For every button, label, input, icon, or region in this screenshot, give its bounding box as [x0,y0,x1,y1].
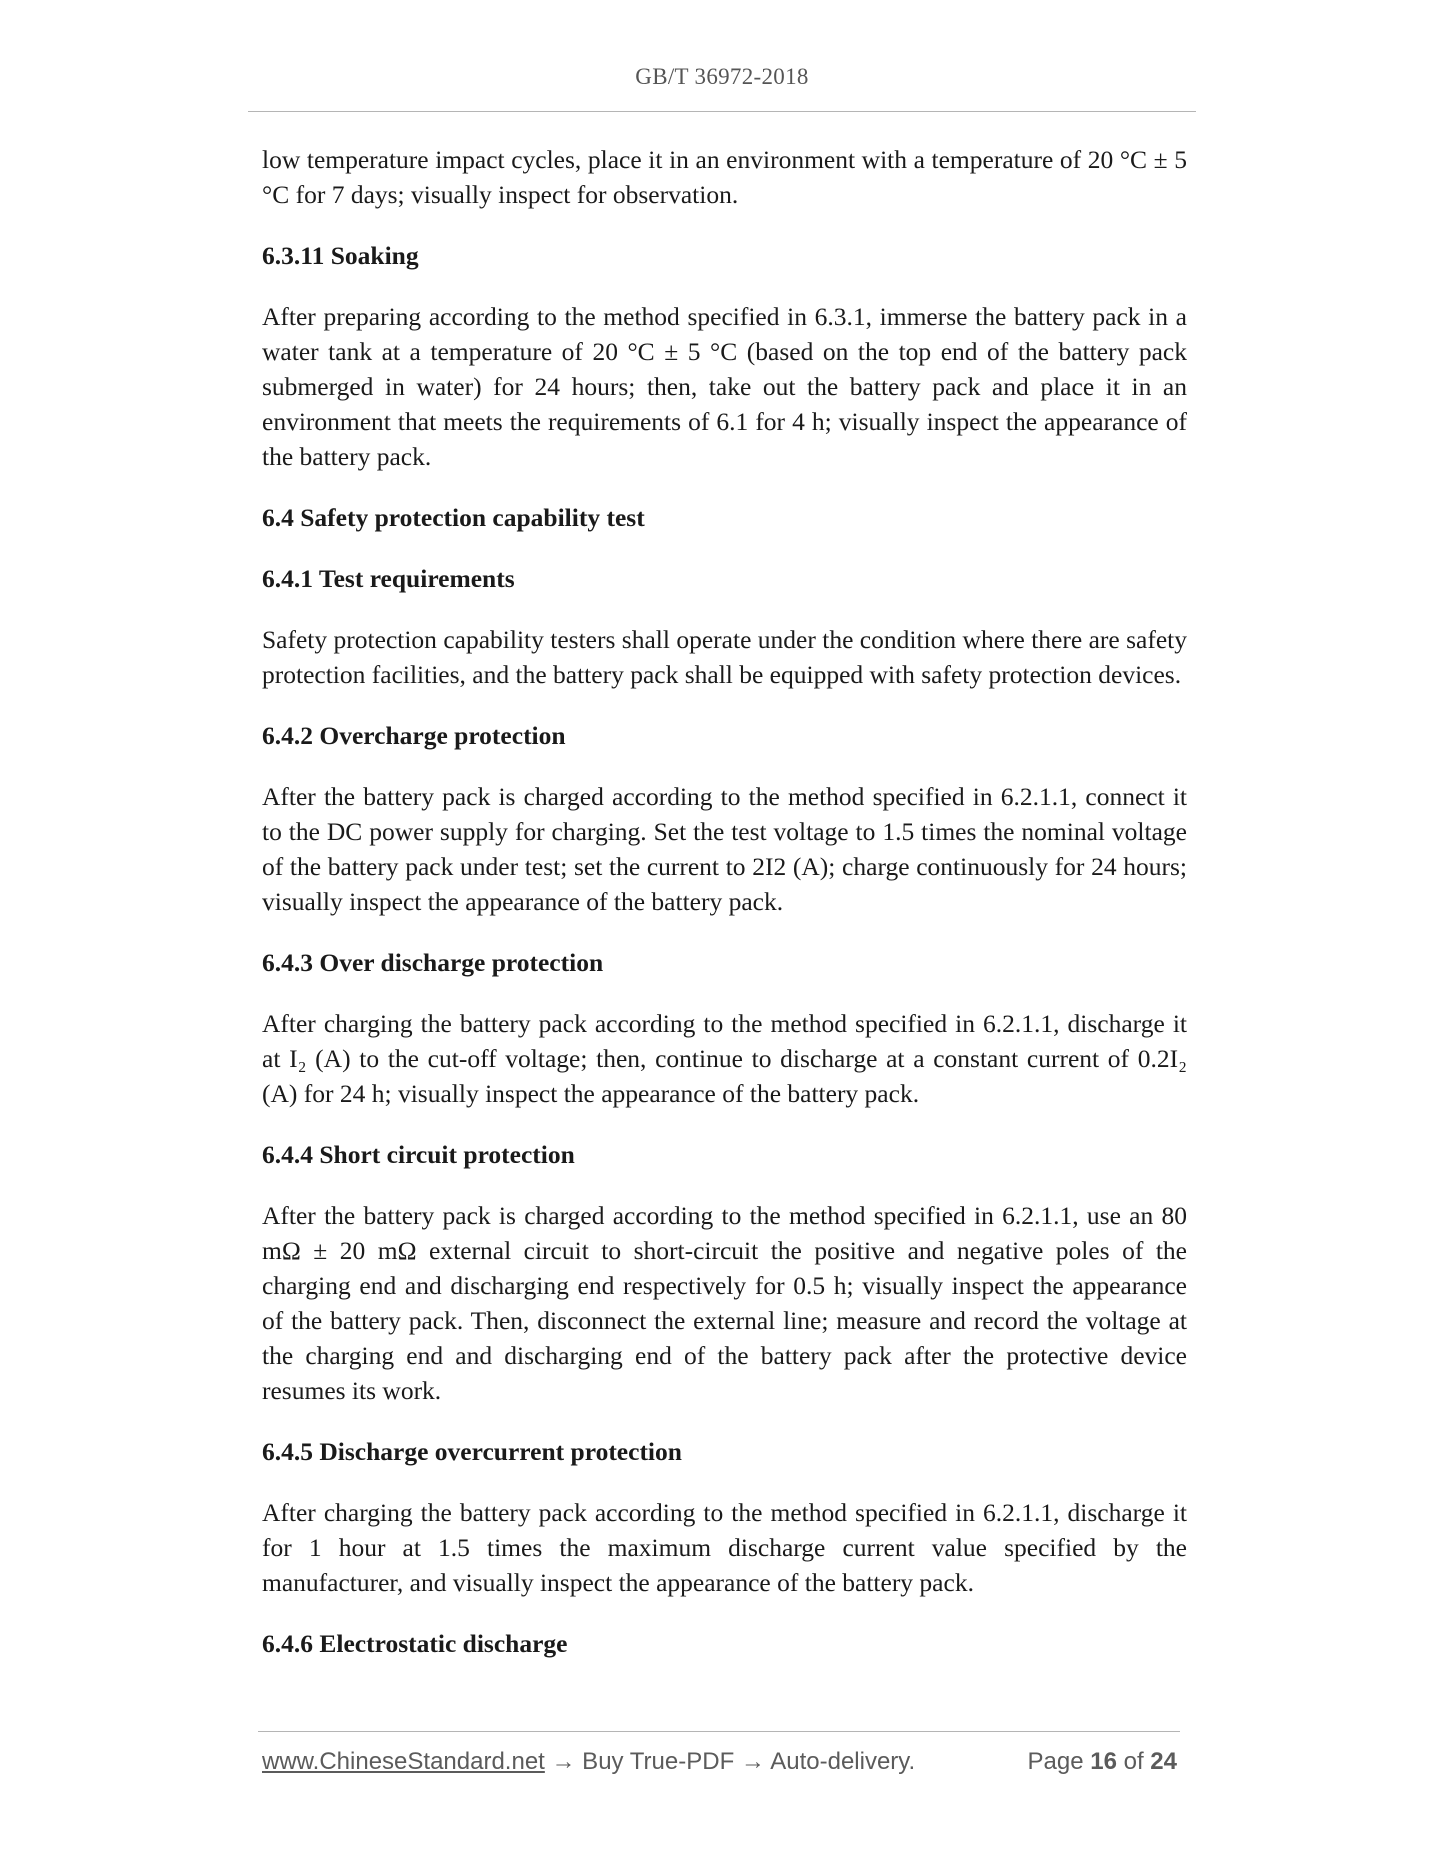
section-heading-6-4-4: 6.4.4 Short circuit protection [262,1140,575,1169]
paragraph-continuation: low temperature impact cycles, place it in an environment with a temperature of 20 °C ± 5 °C for 7 days; visually inspect for observation. [262,145,1187,209]
promo-text: → Buy True-PDF → Auto-delivery. [551,1748,916,1775]
page-footer [262,1748,1177,1782]
paragraph-soaking: After preparing according to the method specified in 6.3.1, immerse the battery pack in a water tank at a temperature of 20 °C ± 5 °C (based on the top end of the battery pack submerged in water) for 24 hours; then, take out the battery pack and place it in an environment that meets the requirements of 6.1 for 4 h; visually inspect the appearance of the battery pack. [262,302,1187,471]
footer-promo [262,1748,915,1776]
section-heading-6-4-2: 6.4.2 Overcharge protection [262,721,566,750]
page-of-label: of [1123,1748,1144,1775]
document-code-header: GB/T 36972-2018 [635,64,809,89]
header-divider [248,111,1196,112]
section-heading-6-4-6: 6.4.6 Electrostatic discharge [262,1629,568,1658]
section-heading-6-4-5: 6.4.5 Discharge overcurrent protection [262,1437,682,1466]
document-body [262,142,1187,1687]
paragraph-test-requirements: Safety protection capability testers shall operate under the condition where there are safety protection facilities, and the battery pack shall be equipped with safety protection devices. [262,625,1187,689]
section-heading-6-4-3: 6.4.3 Over discharge protection [262,948,604,977]
section-heading-6-3-11: 6.3.11 Soaking [262,241,419,270]
page-current: 16 [1090,1748,1117,1775]
section-heading-6-4: 6.4 Safety protection capability test [262,503,645,532]
paragraph-short-circuit: After the battery pack is charged according to the method specified in 6.2.1.1, use an 80 mΩ ± 20 mΩ external circuit to short-circuit the positive and negative poles of the charging end and discharging end respectively for 0.5 h; visually inspect the appearance of the battery pack. Then, disconnect the external line; measure and record the voltage at the charging end and discharging end of the battery pack after the protective device resumes its work. [262,1201,1187,1405]
page-number [1028,1748,1178,1776]
site-link[interactable]: www.ChineseStandard.net [262,1748,545,1775]
footer-divider [258,1731,1180,1732]
page-label: Page [1027,1748,1084,1775]
paragraph-overcharge: After the battery pack is charged according to the method specified in 6.2.1.1, connect it to the DC power supply for charging. Set the test voltage to 1.5 times the nominal voltage of the battery pack under test; set the current to 2I2 (A); charge continuously for 24 hours; visually inspect the appearance of the battery pack. [262,782,1187,916]
paragraph-discharge-overcurrent: After charging the battery pack according to the method specified in 6.2.1.1, discharge it for 1 hour at 1.5 times the maximum discharge current value specified by the manufacturer, and visually inspect the appearance of the battery pack. [262,1498,1187,1597]
page-total: 24 [1150,1748,1177,1775]
paragraph-over-discharge: After charging the battery pack according to the method specified in 6.2.1.1, discharge it at I₂ (A) to the cut-off voltage; then, continue to discharge at a constant current of 0.2I₂ (A) for 24 h; visually inspect the appearance of the battery pack. [262,1009,1187,1108]
section-heading-6-4-1: 6.4.1 Test requirements [262,564,515,593]
